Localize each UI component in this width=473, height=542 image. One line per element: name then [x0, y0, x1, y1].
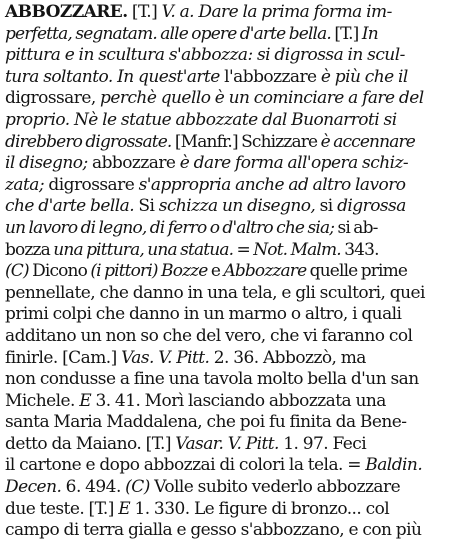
entry-line — [5, 455, 467, 477]
text-run: campo di terra gialla e gesso s'abbozzano, e con più — [5, 520, 422, 541]
entry-line — [5, 132, 467, 154]
entry-line — [5, 391, 467, 413]
italic-run: (i pittori) Bozze — [90, 261, 208, 282]
italic-run: Vas. V. Pitt. — [121, 347, 210, 368]
italic-run: Decen. — [5, 477, 62, 498]
text-run: Si — [134, 196, 159, 217]
text-run: additano un non so che del vero, che vi faranno col — [5, 325, 413, 346]
italic-run: Vasar. V. Pitt. — [175, 433, 279, 454]
entry-line — [5, 88, 467, 110]
dictionary-entry — [5, 2, 467, 542]
text-run: quelle prime — [306, 261, 408, 282]
italic-run: Abbozzare — [223, 261, 307, 282]
italic-run: perfetta, segnatam. alle opere d'arte bella. — [5, 23, 331, 44]
entry-line — [5, 240, 467, 262]
text-run: [T.] — [331, 23, 362, 44]
entry-line — [5, 67, 467, 89]
entry-line — [5, 304, 467, 326]
italic-run: direbbero digrossate. — [5, 131, 172, 152]
entry-line — [5, 520, 467, 542]
italic-run: Not. Malm. — [253, 239, 341, 260]
text-run: pennellate, che danno in una tela, e gli scultori, quei — [5, 282, 425, 303]
text-run: 1. 330. Le figure di bronzo... col — [130, 498, 390, 519]
entry-line — [5, 218, 467, 240]
italic-run: tura soltanto. In quest'arte — [5, 66, 220, 87]
text-run: Volle subito vederlo abbozzare — [149, 477, 401, 498]
entry-line — [5, 477, 467, 499]
italic-run: (C) — [5, 261, 29, 282]
text-run: bozza — [5, 239, 54, 260]
text-run: si — [315, 196, 338, 217]
text-run: detto da Maiano. [T.] — [5, 433, 176, 454]
entry-line — [5, 45, 467, 67]
text-run: e — [207, 261, 224, 282]
text-run: 3. 41. Morì lasciando abbozzata una — [91, 390, 386, 411]
italic-run: è più che il — [320, 66, 408, 87]
entry-line — [5, 369, 467, 391]
text-run: finirle. [Cam.] — [5, 347, 122, 368]
entry-line — [5, 326, 467, 348]
italic-run: perchè quello è un cominciare a fare del — [100, 88, 424, 109]
entry-line — [5, 2, 467, 24]
italic-run: In — [361, 23, 378, 44]
text-run: Dicono — [28, 261, 91, 282]
text-run: abbozzare — [87, 153, 180, 174]
text-run: 6. 494. — [61, 477, 126, 498]
italic-run: E — [79, 390, 92, 411]
entry-line — [5, 175, 467, 197]
italic-run: schizza un disegno, — [158, 196, 316, 217]
text-run: l'abbozzare — [219, 66, 321, 87]
italic-run: proprio. Nè le statue abbozzate dal Buonarroti si — [5, 109, 397, 130]
text-run: 343. — [340, 239, 379, 260]
text-run: [Manfr.] Schizzare — [171, 131, 321, 152]
text-run: primi colpi che danno in un marmo o altro, i quali — [5, 304, 402, 325]
italic-run: pittura e in scultura s'abbozza: si digrossa in scul- — [5, 45, 405, 66]
text-run: due teste. [T.] — [5, 498, 119, 519]
italic-run: è dare forma all'opera schiz- — [179, 153, 409, 174]
entry-line — [5, 24, 467, 46]
italic-run: che d'arte bella. — [5, 196, 135, 217]
entry-line — [5, 348, 467, 370]
italic-run: V. a. Dare la prima forma im- — [161, 2, 392, 22]
text-run: 2. 36. Abbozzò, ma — [209, 347, 366, 368]
italic-run: (C) — [125, 477, 150, 498]
text-run: Michele. — [5, 390, 80, 411]
text-run: non condusse a fine una tavola molto bella d'un san — [5, 369, 419, 390]
entry-line — [5, 261, 467, 283]
text-run: santa Maria Maddalena, che poi fu finita da Bene- — [5, 412, 407, 433]
entry-line — [5, 110, 467, 132]
text-run: digrossare — [44, 174, 139, 195]
italic-run: digrossa — [337, 196, 406, 217]
italic-run: un lavoro di legno, di ferro o d'altro che sia; — [5, 217, 335, 238]
italic-run: il disegno; — [5, 153, 88, 174]
text-run: 1. 97. Feci — [278, 433, 367, 454]
entry-line — [5, 153, 467, 175]
text-run: il cartone e dopo abbozzai di colori la tela. = — [5, 455, 366, 476]
text-run: [T.] — [127, 2, 162, 22]
italic-run: zata; — [5, 174, 45, 195]
text-run: si ab- — [334, 217, 378, 238]
headword: ABBOZZARE. — [5, 2, 128, 22]
italic-run: Baldin. — [365, 455, 423, 476]
italic-run: una pittura, una statua. — [53, 239, 234, 260]
entry-line — [5, 434, 467, 456]
italic-run: s'appropria anche ad altro lavoro — [138, 174, 406, 195]
entry-line — [5, 283, 467, 305]
italic-run: E — [118, 498, 131, 519]
entry-line — [5, 196, 467, 218]
entry-line — [5, 412, 467, 434]
italic-run: è accennare — [320, 131, 415, 152]
entry-line — [5, 499, 467, 521]
text-run: digrossare, — [5, 88, 101, 109]
text-run: = — [233, 239, 254, 260]
